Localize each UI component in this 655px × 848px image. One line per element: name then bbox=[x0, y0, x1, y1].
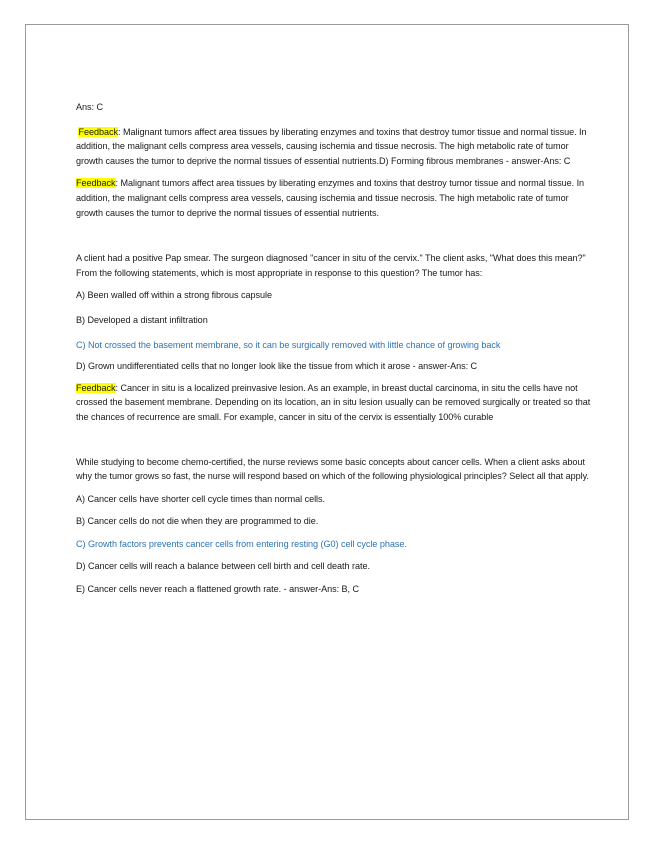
feedback-paragraph-2 bbox=[76, 176, 596, 220]
option-d: D) Cancer cells will reach a balance between cell birth and cell death rate. bbox=[76, 561, 370, 572]
option-c-correct: C) Not crossed the basement membrane, so it can be surgically removed with little chance of growing back bbox=[76, 339, 501, 350]
feedback-paragraph-3 bbox=[76, 381, 596, 425]
feedback-text: : Malignant tumors affect area tissues by liberating enzymes and toxins that destroy tumor tissue and normal tissue. In addition, the malignant cells compress area vessels, causing ischemia and tissue necrosis. The high metabolic rate of tumor growth causes the tumor to deprive the normal tissues of essential nutrients. bbox=[76, 178, 585, 218]
option-a: A) Cancer cells have shorter cell cycle times than normal cells. bbox=[76, 493, 325, 504]
question-stem: While studying to become chemo-certified, the nurse reviews some basic concepts about cancer cells. When a client asks about why the tumor grows so fast, the nurse will respond based on which of the following physiological principles? Select all that apply. bbox=[76, 456, 589, 482]
answer-line: Ans: C bbox=[76, 102, 103, 112]
feedback-text: : Cancer in situ is a localized preinvasive lesion. As an example, in breast ductal carcinoma, in situ the cells have not crossed the basement membrane. Depending on its location, an in situ lesion usually can be removed surgically or treated so that the chances of recurrence are small. For example, cancer in situ of the cervix is essentially 100% curable bbox=[76, 382, 591, 422]
feedback-text: : Malignant tumors affect area tissues by liberating enzymes and toxins that destroy tumor tissue and normal tissue. In addition, the malignant cells compress area vessels, causing ischemia and tissue necrosis. The high metabolic rate of tumor growth causes the tumor to deprive the normal tissues of essential nutrients.D) Forming fibrous membranes - answer-Ans: C bbox=[76, 126, 587, 166]
feedback-label: Feedback bbox=[76, 178, 116, 189]
option-b: B) Cancer cells do not die when they are programmed to die. bbox=[76, 516, 319, 527]
option-c-correct: C) Growth factors prevents cancer cells from entering resting (G0) cell cycle phase. bbox=[76, 538, 407, 549]
question-stem: A client had a positive Pap smear. The surgeon diagnosed "cancer in situ of the cervix." The client asks, "What does this mean?" From the following statements, which is most appropriate in response to this question? The tumor has: bbox=[76, 253, 586, 278]
option-e: E) Cancer cells never reach a flattened growth rate. - answer-Ans: B, C bbox=[76, 584, 360, 595]
document-page bbox=[25, 24, 629, 820]
page-content bbox=[76, 100, 596, 597]
feedback-label: Feedback bbox=[78, 126, 119, 137]
feedback-paragraph-1 bbox=[76, 125, 596, 169]
option-b: B) Developed a distant infiltration bbox=[76, 314, 208, 325]
option-a: A) Been walled off within a strong fibrous capsule bbox=[76, 290, 272, 301]
feedback-label: Feedback bbox=[76, 382, 116, 393]
option-d: D) Grown undifferentiated cells that no longer look like the tissue from which it arose - answer-Ans: C bbox=[76, 361, 478, 372]
